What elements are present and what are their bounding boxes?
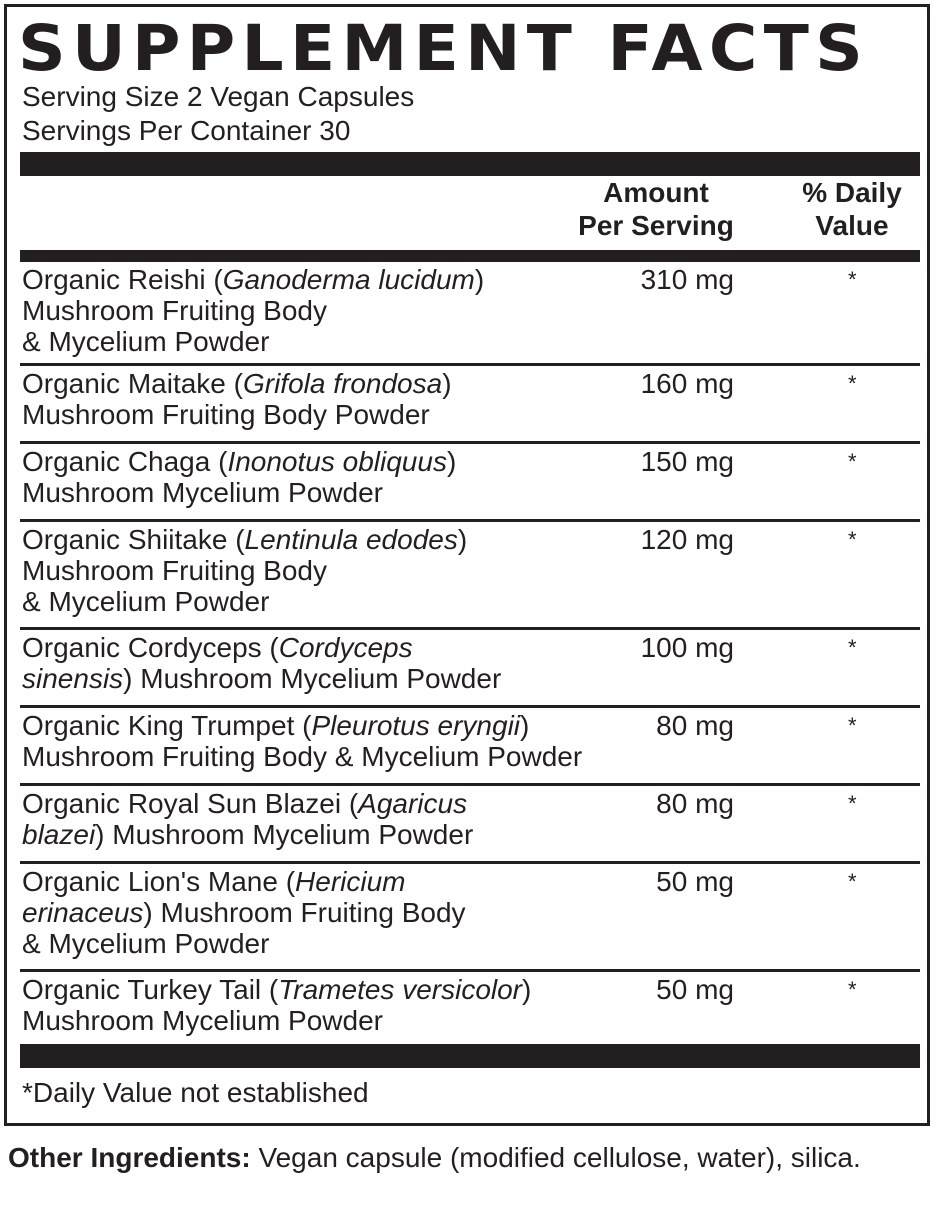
ingredient-latin-name: Inonotus obliquus (227, 446, 447, 477)
ingredient-name (22, 264, 484, 357)
ingredient-line2 (22, 555, 467, 586)
ingredient-paren: ) (442, 368, 452, 399)
ingredient-latin-name: Hericium (295, 866, 406, 897)
ingredient-line2 (22, 897, 466, 928)
table-row (20, 864, 920, 972)
ingredient-amount: 50 mg (656, 974, 734, 1005)
ingredient-common-name: Organic Cordyceps ( (22, 632, 279, 663)
ingredient-description: Mushroom Fruiting Body (22, 295, 328, 326)
ingredient-paren: ) (520, 710, 530, 741)
thick-divider-bottom (20, 1044, 920, 1068)
ingredient-description: ) Mushroom Mycelium Powder (123, 663, 502, 694)
ingredient-line1 (22, 446, 456, 477)
ingredient-common-name: Organic Lion's Mane ( (22, 866, 296, 897)
ingredient-description: Mushroom Mycelium Powder (22, 477, 383, 508)
ingredient-description: ) Mushroom Mycelium Powder (95, 819, 474, 850)
ingredient-line3: & Mycelium Powder (22, 928, 270, 959)
ingredient-line1 (22, 974, 531, 1005)
ingredient-latin-name: Ganoderma lucidum (222, 264, 475, 295)
ingredient-latin-name-cont: blazei (22, 819, 96, 850)
ingredient-latin-name-cont: sinensis (22, 663, 124, 694)
ingredient-paren: ) (446, 446, 457, 477)
ingredient-line2 (22, 741, 582, 772)
ingredient-amount: 100 mg (640, 632, 734, 663)
ingredient-line1 (22, 710, 582, 741)
ingredient-daily-value: * (848, 635, 857, 660)
ingredient-paren: ) (522, 974, 532, 1005)
ingredient-name (22, 788, 473, 850)
ingredient-latin-name: Trametes versicolor (278, 974, 523, 1005)
dv-header-line1: % Daily (802, 177, 902, 208)
ingredient-daily-value: * (848, 267, 857, 292)
ingredient-common-name: Organic Shiitake ( (22, 524, 245, 555)
ingredient-amount: 120 mg (640, 524, 734, 555)
servings-per-container: Servings Per Container 30 (22, 115, 351, 146)
ingredient-common-name: Organic Maitake ( (22, 368, 243, 399)
table-row (20, 262, 920, 366)
ingredient-line2 (22, 399, 452, 430)
table-row (20, 522, 920, 630)
ingredient-description: ) Mushroom Fruiting Body (143, 897, 466, 928)
ingredient-daily-value: * (848, 869, 857, 894)
ingredient-description: Mushroom Fruiting Body Powder (22, 399, 430, 430)
ingredient-line1 (22, 264, 484, 295)
ingredient-line1 (22, 632, 501, 663)
ingredient-daily-value: * (848, 791, 857, 816)
ingredient-daily-value: * (848, 977, 857, 1002)
ingredient-daily-value: * (848, 713, 857, 738)
ingredient-name (22, 446, 456, 508)
ingredient-name (22, 974, 531, 1036)
ingredient-amount: 160 mg (640, 368, 734, 399)
amount-header-line1: Amount (603, 177, 709, 208)
ingredient-common-name: Organic Royal Sun Blazei ( (22, 788, 359, 819)
ingredient-line1 (22, 368, 452, 399)
ingredient-common-name: Organic Turkey Tail ( (22, 974, 279, 1005)
ingredient-name (22, 368, 452, 430)
ingredient-description: Mushroom Mycelium Powder (22, 1005, 383, 1036)
dv-header-line2: Value (815, 210, 889, 241)
ingredient-name (22, 710, 582, 772)
ingredient-daily-value: * (848, 449, 857, 474)
ingredient-latin-name-cont: erinaceus (22, 897, 144, 928)
ingredient-name (22, 866, 466, 959)
ingredient-paren: ) (474, 264, 485, 295)
daily-value-header (774, 176, 930, 242)
table-row (20, 708, 920, 786)
ingredient-name (22, 632, 501, 694)
ingredient-line1 (22, 524, 467, 555)
table-row (20, 786, 920, 864)
ingredient-latin-name: Lentinula edodes (244, 524, 458, 555)
ingredient-latin-name: Pleurotus eryngii (311, 710, 521, 741)
ingredient-latin-name: Grifola frondosa (242, 368, 443, 399)
ingredient-amount: 80 mg (656, 788, 734, 819)
ingredient-description: Mushroom Fruiting Body & Mycelium Powder (22, 741, 583, 772)
ingredient-latin-name: Cordyceps (278, 632, 413, 663)
page-title: SUPPLEMENT FACTS (18, 12, 870, 85)
other-ingredients-label: Other Ingredients: (8, 1142, 251, 1173)
ingredient-daily-value: * (848, 371, 857, 396)
medium-divider (20, 250, 920, 262)
other-ingredients (8, 1142, 908, 1174)
ingredient-line2 (22, 1005, 531, 1036)
ingredient-line2 (22, 663, 501, 694)
ingredient-common-name: Organic King Trumpet ( (22, 710, 312, 741)
ingredient-paren: ) (457, 524, 468, 555)
ingredient-line2 (22, 819, 473, 850)
serving-size: Serving Size 2 Vegan Capsules (22, 81, 415, 112)
amount-header-line2: Per Serving (578, 210, 734, 241)
ingredient-table (20, 262, 920, 1050)
ingredient-amount: 80 mg (656, 710, 734, 741)
ingredient-line2 (22, 477, 456, 508)
ingredient-line1 (22, 866, 466, 897)
table-row (20, 444, 920, 522)
other-ingredients-text: Vegan capsule (modified cellulose, water), silica. (250, 1142, 861, 1173)
ingredient-line3: & Mycelium Powder (22, 326, 270, 357)
table-row (20, 972, 920, 1050)
ingredient-line3: & Mycelium Powder (22, 586, 270, 617)
ingredient-name (22, 524, 467, 617)
ingredient-line2 (22, 295, 484, 326)
thick-divider-top (20, 152, 920, 176)
ingredient-daily-value: * (848, 527, 857, 552)
amount-per-serving-header (566, 176, 746, 242)
ingredient-line1 (22, 788, 473, 819)
footnote: *Daily Value not established (22, 1077, 369, 1108)
ingredient-latin-name: Agaricus (358, 788, 468, 819)
ingredient-amount: 50 mg (656, 866, 734, 897)
ingredient-common-name: Organic Chaga ( (22, 446, 228, 477)
ingredient-common-name: Organic Reishi ( (22, 264, 223, 295)
table-row (20, 630, 920, 708)
ingredient-amount: 150 mg (640, 446, 734, 477)
table-row (20, 366, 920, 444)
ingredient-description: Mushroom Fruiting Body (22, 555, 328, 586)
ingredient-amount: 310 mg (640, 264, 734, 295)
